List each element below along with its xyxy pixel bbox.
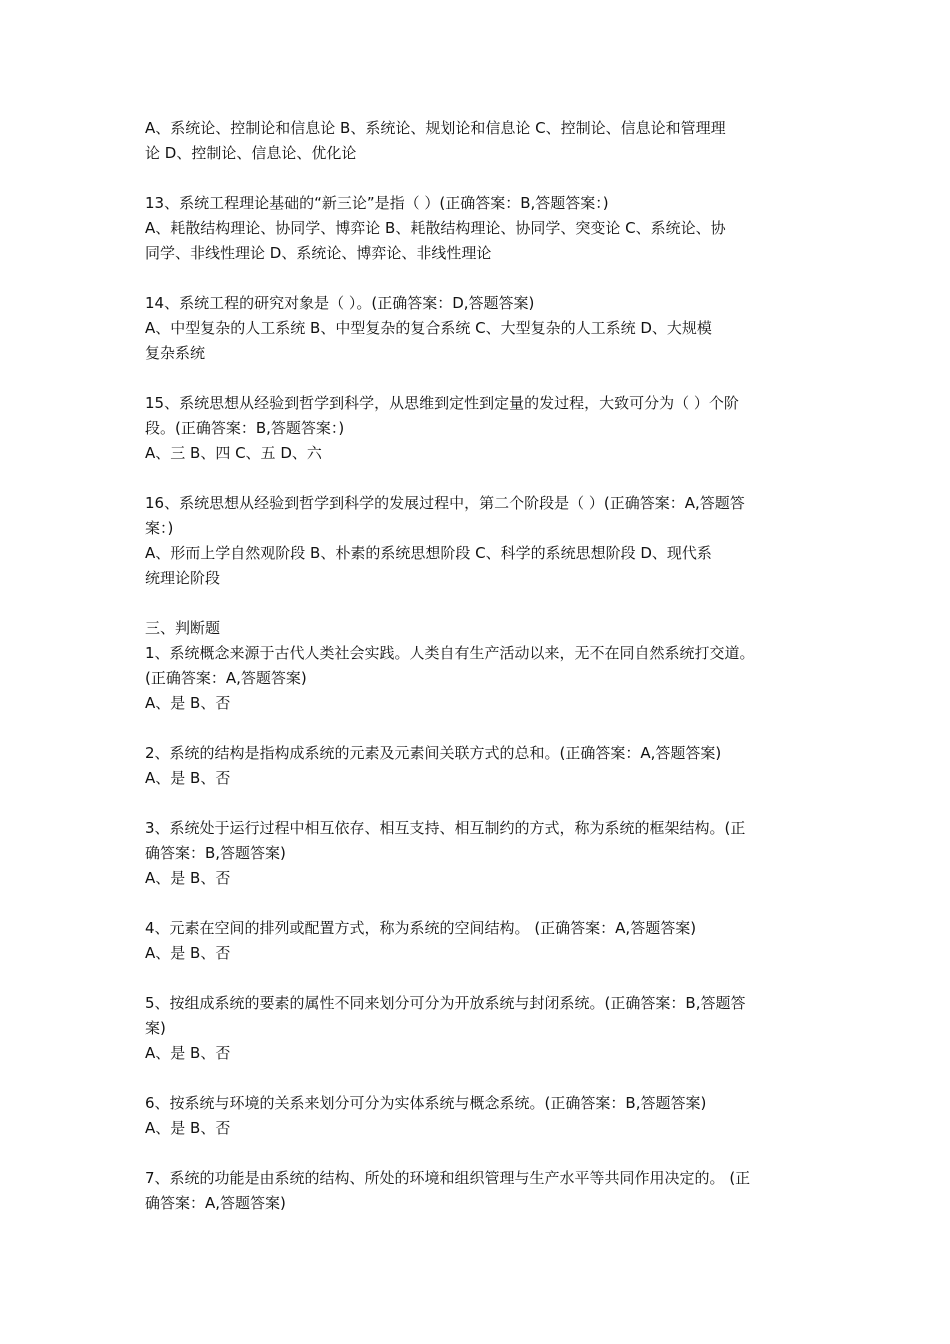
text-line: A、耗散结构理论、协同学、博弈论 B、耗散结构理论、协同学、突变论 C、系统论、协	[145, 219, 726, 237]
text-line: 案：)	[145, 519, 174, 537]
text-line: 三、判断题	[145, 619, 221, 637]
text-line: A、中型复杂的人工系统 B、中型复杂的复合系统 C、大型复杂的人工系统 D、大规模	[145, 319, 712, 337]
blank-line	[145, 891, 810, 916]
document-page	[145, 116, 810, 1216]
blank-line	[145, 716, 810, 741]
blank-line	[145, 166, 810, 191]
blank-line	[145, 266, 810, 291]
text-line: A、是 B、否	[145, 944, 231, 962]
text-line: 案)	[145, 1019, 166, 1037]
text-line: 确答案：A,答题答案)	[145, 1194, 286, 1212]
blank-line	[145, 1066, 810, 1091]
text-line: A、是 B、否	[145, 869, 231, 887]
text-line: 7、系统的功能是由系统的结构、所处的环境和组织管理与生产水平等共同作用决定的。 (正	[145, 1169, 751, 1187]
text-line: 14、系统工程的研究对象是（ ）。(正确答案：D,答题答案)	[145, 294, 535, 312]
text-line: A、是 B、否	[145, 694, 231, 712]
text-line: 5、按组成系统的要素的属性不同来划分可分为开放系统与封闭系统。(正确答案：B,答题答	[145, 994, 746, 1012]
text-line: 16、系统思想从经验到哲学到科学的发展过程中，第二个阶段是（ ）(正确答案：A,答题答	[145, 494, 745, 512]
text-line: 段。(正确答案：B,答题答案：)	[145, 419, 345, 437]
text-line: A、三 B、四 C、五 D、六	[145, 444, 322, 462]
text-line: 确答案：B,答题答案)	[145, 844, 286, 862]
blank-line	[145, 466, 810, 491]
blank-line	[145, 1141, 810, 1166]
text-line: 统理论阶段	[145, 569, 221, 587]
text-line: 论 D、控制论、信息论、优化论	[145, 144, 357, 162]
blank-line	[145, 366, 810, 391]
text-line: 6、按系统与环境的关系来划分可分为实体系统与概念系统。(正确答案：B,答题答案)	[145, 1094, 707, 1112]
text-line: A、系统论、控制论和信息论 B、系统论、规划论和信息论 C、控制论、信息论和管理理	[145, 119, 726, 137]
text-line: A、形而上学自然观阶段 B、朴素的系统思想阶段 C、科学的系统思想阶段 D、现代系	[145, 544, 712, 562]
text-line: A、是 B、否	[145, 769, 231, 787]
text-line: (正确答案：A,答题答案)	[145, 669, 307, 687]
text-line: 13、系统工程理论基础的“新三论”是指（ ）(正确答案：B,答题答案：)	[145, 194, 609, 212]
blank-line	[145, 966, 810, 991]
text-line: 3、系统处于运行过程中相互依存、相互支持、相互制约的方式，称为系统的框架结构。(正	[145, 819, 746, 837]
text-line: 15、系统思想从经验到哲学到科学，从思维到定性到定量的发过程，大致可分为（ ）个阶	[145, 394, 739, 412]
blank-line	[145, 591, 810, 616]
text-line: A、是 B、否	[145, 1119, 231, 1137]
text-line: 1、系统概念来源于古代人类社会实践。人类自有生产活动以来，无不在同自然系统打交道。	[145, 644, 755, 662]
text-line: 同学、非线性理论 D、系统论、博弈论、非线性理论	[145, 244, 492, 262]
text-line: 2、系统的结构是指构成系统的元素及元素间关联方式的总和。(正确答案：A,答题答案)	[145, 744, 722, 762]
text-line: 复杂系统	[145, 344, 206, 362]
text-line: 4、元素在空间的排列或配置方式，称为系统的空间结构。 (正确答案：A,答题答案)	[145, 919, 697, 937]
text-line: A、是 B、否	[145, 1044, 231, 1062]
blank-line	[145, 791, 810, 816]
